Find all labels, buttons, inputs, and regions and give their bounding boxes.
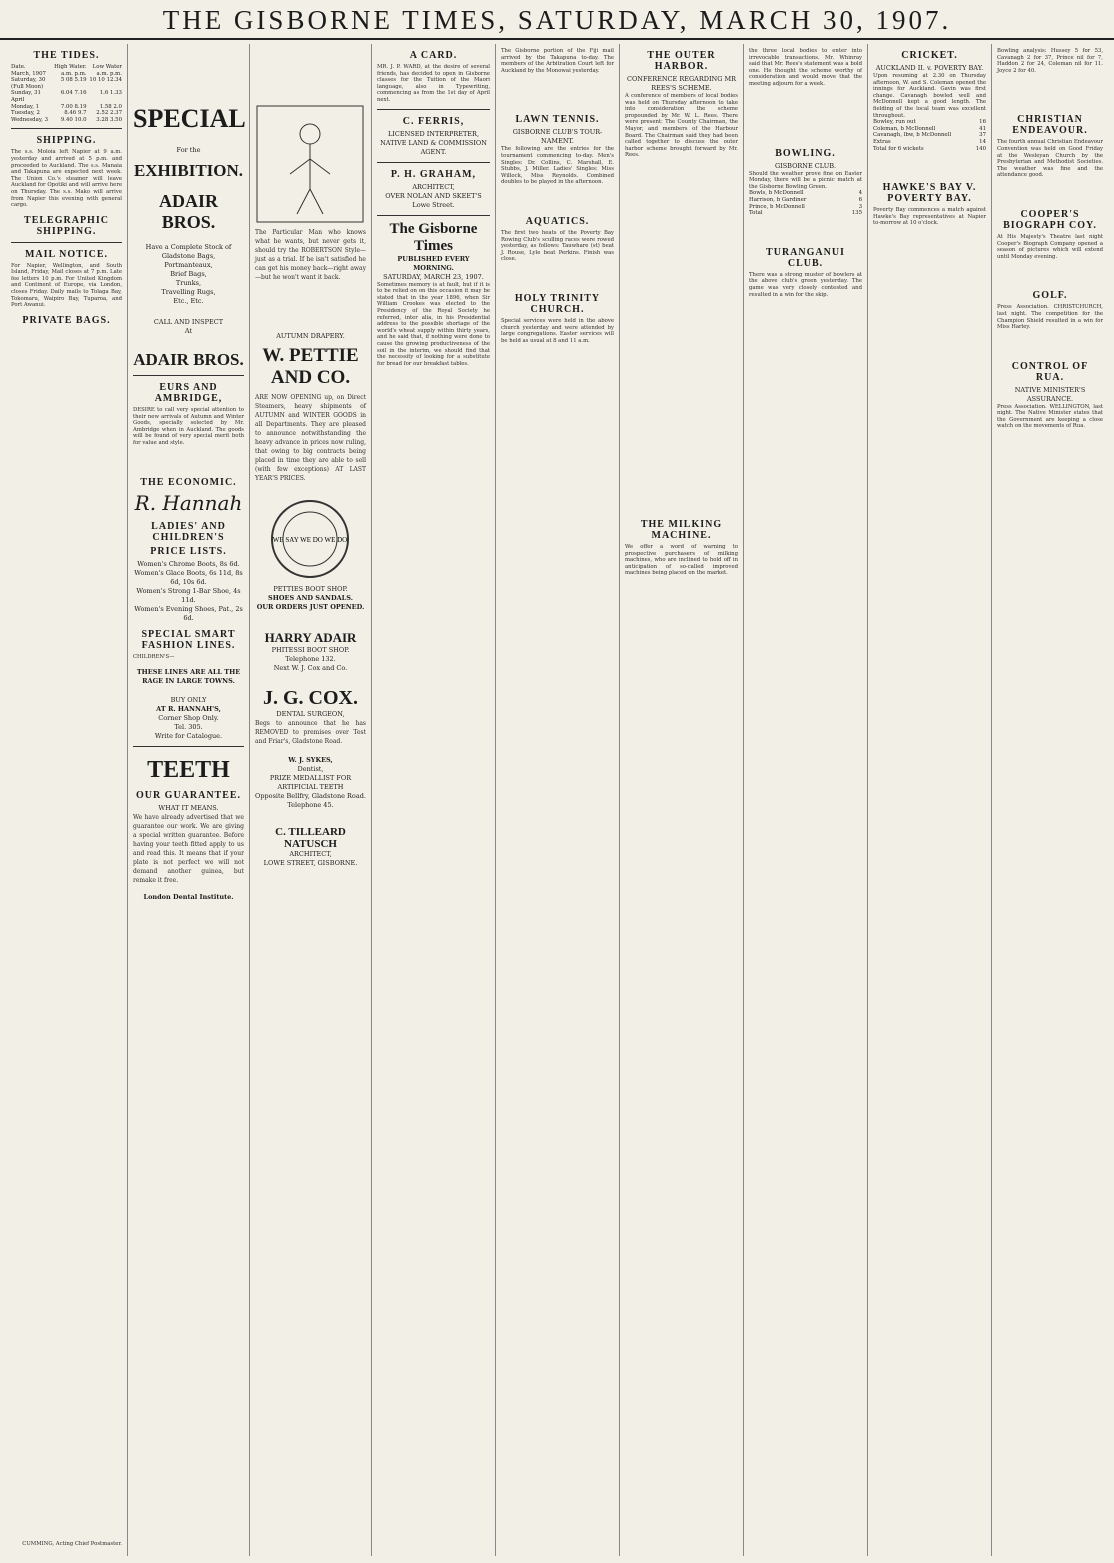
church-heading: HOLY TRINITY CHURCH. xyxy=(514,292,601,315)
goods-list xyxy=(133,243,244,306)
cricket-score-cell: Total for 6 wickets xyxy=(873,145,924,152)
bowling-score-cell: Harrison, b Gardiner xyxy=(749,196,807,203)
mail-heading: MAIL NOTICE. xyxy=(24,248,109,260)
price-lists-heading: PRICE LISTS. xyxy=(150,545,227,557)
petties-boot-shop: PETTIES BOOT SHOP. xyxy=(273,585,348,593)
hawkes-heading: HAWKE'S BAY V. POVERTY BAY. xyxy=(882,182,977,205)
call-inspect: CALL AND INSPECT xyxy=(153,318,224,326)
london-dental: London Dental Institute. xyxy=(143,893,234,902)
ferris-heading: C. FERRIS, xyxy=(402,115,465,127)
bowling-heading: BOWLING. xyxy=(775,147,836,159)
orders-opened: OUR ORDERS JUST OPENED. xyxy=(256,603,365,611)
tide-cell: High Water. xyxy=(54,64,87,70)
telegraphic-heading: TELEGRAPHIC SHIPPING. xyxy=(24,214,109,237)
christian-text: The fourth annual Christian Endeavour Convention was held on Good Friday at the Wesleyan Church by the Presbyterian and Methodist Societies. The weather was fine and the attendance good. xyxy=(997,139,1103,179)
leader-date: SATURDAY, MARCH 23, 1907. xyxy=(383,272,484,281)
these-lines: THESE LINES ARE ALL THE RAGE IN LARGE TOWNS. xyxy=(136,668,241,686)
bowling-score-cell: Total xyxy=(749,210,763,217)
price-item: Women's Strong 1-Bar Shoe, 4s 11d. xyxy=(136,586,241,604)
tide-cell: 5 08 5.19 xyxy=(60,77,87,84)
tide-cell: Tuesday, 2 xyxy=(11,110,40,117)
tide-cell: April xyxy=(11,96,25,103)
cox-text: Begs to announce that he has REMOVED to premises over Test and Friar's, Gladstone Road. xyxy=(255,720,366,745)
cricket-score-row xyxy=(873,126,986,133)
column-8 xyxy=(868,44,992,1556)
leader-text: Sometimes memory is at fault, but if it is to be relied on on this occasion it may be stated that in the year 1896, when Sir William Crookes was elected to the Presidency of the Royal Society he referred, inter alia, in his Presidential address to the possible shortage of the world's wheat supply within thirty years, and he said that, if nothing were done to cause the growing productiveness of the soil in the interim, we should find that the necessity of looking for a substitute for bread for our breakfast tables. xyxy=(377,281,490,367)
cricket-score-cell: 140 xyxy=(975,145,986,152)
cricket-text: Upon resuming at 2.30 on Thursday afternoon, W. and S. Coleman opened the innings for Auckland. Gavin was first change. Cavanagh bowled well and McDonnell kept a good length. The fielding of the local team was excellent throughout. xyxy=(873,73,986,119)
cricket-score-cell: 37 xyxy=(979,132,986,139)
tide-row xyxy=(11,90,122,97)
golf-text: Press Association. CHRISTCHURCH, last night. The competition for the Champion Shield resulted in a win for Miss Harley. xyxy=(997,304,1103,331)
pettie-heading: W. PETTIE AND CO. xyxy=(262,345,359,388)
christian-heading: CHRISTIAN ENDEAVOUR. xyxy=(1012,114,1088,137)
church-text: Special services were held in the above church yesterday and were attended by large congregations. Easter services will be held as usual at 8 and 11 a.m. xyxy=(501,317,614,344)
shipping-text: The s.s. Moloia left Napier at 9 a.m. yesterday and arrived at 5 p.m. and proceeded to Auckland. The s.s. Manaia and Takapuna are expected next week. The Union Co.'s steamer will leave Auckland for Opotiki and will arrive here on Thursday. The s.s. Mako will arrive from Napier this evening with general cargo. xyxy=(11,149,122,209)
hannah-logo: R. Hannah xyxy=(134,490,243,515)
autumn-drapery: AUTUMN DRAPERY. xyxy=(276,332,345,340)
tide-cell: 2.52 2.37 xyxy=(96,110,122,117)
mail-text: For Napier, Wellington, and South Island, Friday, Mail closes at 7 p.m. Late fee letters 10 p.m. For United Kingdom and Continent of Europe, via London, closes Friday. Daily mails to Tolaga Bay, Tokomaru, Waipiro Bay, Tuparoa, and Port Awanui. xyxy=(11,262,122,309)
next-cox: Next W. J. Cox and Co. xyxy=(273,664,348,672)
tide-row xyxy=(11,110,122,117)
goods-item: Portmanteaux, xyxy=(164,261,213,269)
bowling-score-cell: 135 xyxy=(851,210,862,217)
columns xyxy=(6,44,1108,1556)
aquatics-text: The first two heats of the Poverty Bay Rowing Club's sculling races were rowed yesterday, as follows: Tauwhare (st) beat J. Rouse, Lyle beat Perkins. Finish was close. xyxy=(501,229,614,263)
cricket-score-row xyxy=(873,132,986,139)
sykes-heading: W. J. SYKES, xyxy=(288,756,333,764)
tide-cell: Monday, 1 xyxy=(11,103,40,110)
lowe-street: LOWE STREET, GISBORNE. xyxy=(263,859,358,867)
price-list xyxy=(133,560,244,623)
stamp-text: WE SAY WE DO WE DO xyxy=(272,536,348,544)
bowling-analysis: Bowling analysis: Hussey 5 for 53, Cavanagh 2 for 37, Prince nil for 7, Haddon 2 for 24, Coleman nil for 11. Joyce 2 for 40. xyxy=(997,48,1103,74)
price-item: Women's Chrome Boots, 8s 6d. xyxy=(137,559,240,568)
children-heading: CHILDREN'S— xyxy=(133,653,175,660)
masthead xyxy=(0,0,1114,40)
column-7 xyxy=(744,44,868,1556)
at-hannahs: AT R. HANNAH'S, xyxy=(156,705,221,714)
tennis-text: The following are the entries for the tournament commencing to-day. Men's Singles: Dr. Collins, C. Marshall, E. Stubbs, J. Miller. Ladies' Singles: Miss Willock, Miss Reynolds. Combined doubles to be played in the afternoon. xyxy=(501,146,614,186)
column-2 xyxy=(128,44,250,1556)
column-6 xyxy=(620,44,744,1556)
harbor-continued: the three local bodies to enter into irrevocable transactions. Mr. Whinray said that Mr. Rees's statement was a bold one. He thought the scheme worthy of consideration and would move that the meeting adjourn for a week. xyxy=(749,48,862,87)
column-3 xyxy=(250,44,372,1556)
cricket-score-cell: 14 xyxy=(979,138,986,145)
cricket-score-cell: Bowley, run out xyxy=(873,119,916,126)
graham-heading: P. H. GRAHAM, xyxy=(390,168,477,180)
milking-text: We offer a word of warning to prospective purchasers of milking machines, who are inclined to hold off in anticipation of so-called improved machines being placed on the market. xyxy=(625,543,738,577)
telephone-132: Telephone 132. xyxy=(285,655,336,663)
tide-cell xyxy=(87,84,122,91)
boot-shop-line: PHITESSI BOOT SHOP. xyxy=(271,646,350,654)
coopers-text: At His Majesty's Theatre last night Cooper's Biograph Company opened a season of pictures which will extend until Monday evening. xyxy=(997,233,1103,260)
catalogue-line: Write for Catalogue. xyxy=(154,732,223,741)
tide-cell xyxy=(87,97,122,104)
cricket-score-row xyxy=(873,146,986,153)
eurs-heading: EURS AND AMBRIDGE, xyxy=(154,382,223,404)
tide-row xyxy=(11,71,122,78)
tide-cell: 10 10 12.34 xyxy=(89,77,122,84)
goods-item: Travelling Rugs, xyxy=(161,288,216,296)
column-4 xyxy=(372,44,496,1556)
buy-only: BUY ONLY xyxy=(170,696,207,705)
graham-address: OVER NOLAN AND SKEET'S xyxy=(385,191,482,200)
tide-cell: 8.46 9.7 xyxy=(64,110,87,117)
cricket-heading: CRICKET. xyxy=(901,50,958,61)
tide-cell xyxy=(51,97,86,104)
column-1 xyxy=(6,44,128,1556)
guarantee-heading: OUR GUARANTEE. xyxy=(135,790,242,802)
golf-heading: GOLF. xyxy=(1032,290,1068,302)
tide-cell: Sunday, 31 xyxy=(11,90,41,97)
economic-heading: THE ECONOMIC. xyxy=(140,476,237,488)
aquatics-heading: AQUATICS. xyxy=(525,215,590,227)
bowling-score-row xyxy=(749,197,862,204)
bowling-score-cell: 3 xyxy=(858,203,862,210)
shoes-sandals: SHOES AND SANDALS. xyxy=(268,594,353,602)
bowling-score-cell: Prince, b McDonnell xyxy=(749,203,805,210)
cricket-score-row xyxy=(873,139,986,146)
column-9 xyxy=(992,44,1108,1556)
tide-cell: a.m. p.m. xyxy=(61,70,87,77)
what-it-means: WHAT IT MEANS. xyxy=(158,804,219,813)
bowling-subheading: GISBORNE CLUB. xyxy=(774,161,837,170)
bowling-scores xyxy=(749,190,862,216)
fixtures-text: The Gisborne portion of the Fiji mail arrived by the Takapuna to-day. The members of the Arbitration Court left for Auckland by the Monowai yesterday. xyxy=(501,48,614,74)
corner-shop: Corner Shop Only. xyxy=(158,714,219,723)
bowling-score-row xyxy=(749,210,862,217)
postmaster-signature: CUMMING, Acting Chief Postmaster. xyxy=(22,1541,122,1548)
tide-cell: 6.04 7.16 xyxy=(60,90,87,97)
particular-man-text: The Particular Man who knows what he wants, but never gets it, should try the ROBERTSON Style—just as a trial. If he isn't satisfied he can get his money back—right away—but he won't want it back. xyxy=(255,229,366,281)
cricket-subheading: AUCKLAND II. v. POVERTY BAY. xyxy=(875,64,984,72)
harbor-text: A conference of members of local bodies was held on Thursday afternoon to take into consideration the scheme propounded by Mr. W. L. Rees. There were present: The County Chairman, the Mayor, and members of the Harbour Board. The Chairman said they had been called together to discuss the outer harbor scheme brought forward by Mr. Rees. xyxy=(625,93,738,159)
cricket-score-row xyxy=(873,119,986,126)
tide-row xyxy=(11,77,122,84)
ladies-heading: LADIES' AND CHILDREN'S xyxy=(151,520,226,543)
bowling-text: Should the weather prove fine on Easter Monday, there will be a picnic match at the Gisborne Bowling Green. xyxy=(749,170,862,190)
turanganui-heading: TURANGANUI CLUB. xyxy=(766,246,845,269)
lawn-tennis-heading: LAWN TENNIS. xyxy=(515,114,600,126)
tides-heading: THE TIDES. xyxy=(33,50,100,61)
harry-adair: HARRY ADAIR xyxy=(264,630,357,645)
adair-bros-footer: ADAIR BROS. xyxy=(133,350,244,369)
control-subheading: NATIVE MINISTER'S ASSURANCE. xyxy=(1014,385,1086,403)
goods-item: Trunks, xyxy=(175,279,202,287)
tide-cell xyxy=(51,84,86,91)
telephone-line: Tel. 305. xyxy=(174,723,203,732)
for-the-line: For the xyxy=(176,146,201,154)
tide-row xyxy=(11,104,122,111)
tides-table xyxy=(11,64,122,123)
graham-street: Lowe Street. xyxy=(412,200,455,209)
teeth-text: We have already advertised that we guarantee our work. We are giving a special written guarantee. Before having your teeth fitted apply to us and read this. It means that if your plate is not perfect we will not demand another guinea, but remake it free. xyxy=(133,814,244,885)
boot-shop-stamp xyxy=(255,497,365,581)
tide-cell: Saturday, 30 xyxy=(11,77,46,84)
tide-cell: 3.28 3.50 xyxy=(96,116,122,123)
tide-cell: Date. xyxy=(11,64,26,70)
cricket-score-cell: 16 xyxy=(979,119,986,126)
bowling-score-cell: Bowls, b McDonnell xyxy=(749,190,804,197)
prize-line: PRIZE MEDALLIST FOR ARTIFICIAL TEETH xyxy=(269,774,352,791)
card-text: MR. J. P. WARD, at the desire of several friends, has decided to open in Gisborne classes for the Tuition of the Maori language, also in Typewriting, commencing as from the 1st day of April next. xyxy=(377,64,490,103)
exhibition-heading: EXHIBITION. xyxy=(133,161,244,180)
cricket-score-cell: Coleman, b McDonnell xyxy=(873,125,936,132)
tide-row xyxy=(11,64,122,71)
tide-cell: Low Water xyxy=(92,64,122,70)
teeth-heading: TEETH xyxy=(147,757,230,784)
turanganui-text: There was a strong muster of bowlers at the above club's green yesterday. The game was very closely contested and resulted in a win for the skip. xyxy=(749,271,862,298)
column-5 xyxy=(496,44,620,1556)
tide-cell: (Full Moon) xyxy=(11,83,44,90)
card-heading: A CARD. xyxy=(409,50,458,61)
goods-item: Etc., Etc. xyxy=(173,297,204,305)
milking-heading: THE MILKING MACHINE. xyxy=(640,518,723,541)
tide-cell: March, 1907 xyxy=(11,70,46,77)
graham-architect: ARCHITECT, xyxy=(412,182,455,191)
masthead-title: THE GISBORNE TIMES, SATURDAY, MARCH 30, 1907. xyxy=(162,5,952,35)
cricket-scores xyxy=(873,119,986,152)
tide-cell: 9.40 10.0 xyxy=(60,116,87,123)
cricket-score-cell: Extras xyxy=(873,138,891,145)
special-heading: SPECIAL xyxy=(133,104,246,133)
cox-heading: J. G. COX. xyxy=(263,687,358,709)
outer-harbor-heading: THE OUTER HARBOR. xyxy=(647,50,716,72)
tide-row xyxy=(11,97,122,104)
dentist-line: Dentist, xyxy=(297,765,324,773)
particular-man-illustration xyxy=(255,104,365,224)
goods-item: Gladstone Bags, xyxy=(161,252,216,260)
tide-cell: 1.58 2.0 xyxy=(99,103,122,110)
tide-row xyxy=(11,84,122,91)
tide-cell: 7.00 8.19 xyxy=(60,103,87,110)
land-agent: NATIVE LAND & COMMISSION AGENT. xyxy=(380,138,487,156)
hawkes-text: Poverty Bay commences a match against Hawke's Bay representatives at Napier to-morrow at 10 o'clock. xyxy=(873,207,986,227)
sykes-address: Opposite Bellfry, Gladstone Road. Telephone 45. xyxy=(255,792,366,809)
goods-item: Brief Bags, xyxy=(170,270,207,278)
bowling-score-cell: 4 xyxy=(858,190,862,197)
shipping-heading: SHIPPING. xyxy=(36,135,97,147)
fashion-heading: SPECIAL SMART FASHION LINES. xyxy=(141,628,236,651)
dental-surgeon: DENTAL SURGEON, xyxy=(276,710,345,718)
pettie-text: ARE NOW OPENING up, on Direct Steamers, heavy shipments of AUTUMN and WINTER GOODS in all Departments. They are pleased to announce notwithstanding the heavy advance in prices now ruling, that owing to big contracts being placed in time they are able to sell (with few exceptions) AT LAST YEAR'S PRICES. xyxy=(255,394,366,482)
coopers-heading: COOPER'S BIOGRAPH COY. xyxy=(1003,208,1097,231)
at-line: At xyxy=(184,327,193,335)
bowling-score-row xyxy=(749,190,862,197)
tide-cell: Wednesday, 3 xyxy=(11,116,49,123)
tide-cell: 1.6 1.33 xyxy=(99,90,122,97)
bowling-score-row xyxy=(749,204,862,211)
tilleard-heading: C. TILLEARD NATUSCH xyxy=(275,826,346,850)
tide-cell: a.m. p.m. xyxy=(96,70,122,77)
goods-item: Have a Complete Stock of xyxy=(145,243,232,251)
cricket-score-cell: 41 xyxy=(979,125,986,132)
tide-row xyxy=(11,117,122,124)
cricket-score-cell: Cavanagh, lbw, b McDonnell xyxy=(873,132,952,139)
bowling-score-cell: 6 xyxy=(858,196,862,203)
price-item: Women's Glace Boots, 6s 11d, 8s 6d, 10s 6d. xyxy=(134,568,243,586)
conference-subheading: CONFERENCE REGARDING MR REES'S SCHEME. xyxy=(626,75,737,92)
price-item: Women's Evening Shoes, Pat., 2s 6d. xyxy=(134,604,243,622)
ferris-role: LICENSED INTERPRETER, xyxy=(387,129,480,138)
eurs-text: DESIRE to call very special attention to their new arrivals of Autumn and Winter Goods, specially selected by Mr. Ambridge when in Auckland. The goods will be found of very special merit both for value and style. xyxy=(133,407,244,446)
adair-bros-heading: ADAIR BROS. xyxy=(158,191,218,232)
published-line: PUBLISHED EVERY MORNING. xyxy=(397,254,470,272)
paper-title: The Gisborne Times xyxy=(389,220,478,254)
control-heading: CONTROL OF RUA. xyxy=(1011,360,1089,383)
architect-line: ARCHITECT, xyxy=(289,850,332,858)
tennis-subheading: GISBORNE CLUB'S TOUR- NAMENT. xyxy=(512,128,603,146)
private-bags-heading: PRIVATE BAGS. xyxy=(22,314,111,326)
control-text: Press Association. WELLINGTON, last night. The Native Minister states that the Government are keeping a close watch on the movements of Rua. xyxy=(997,403,1103,430)
